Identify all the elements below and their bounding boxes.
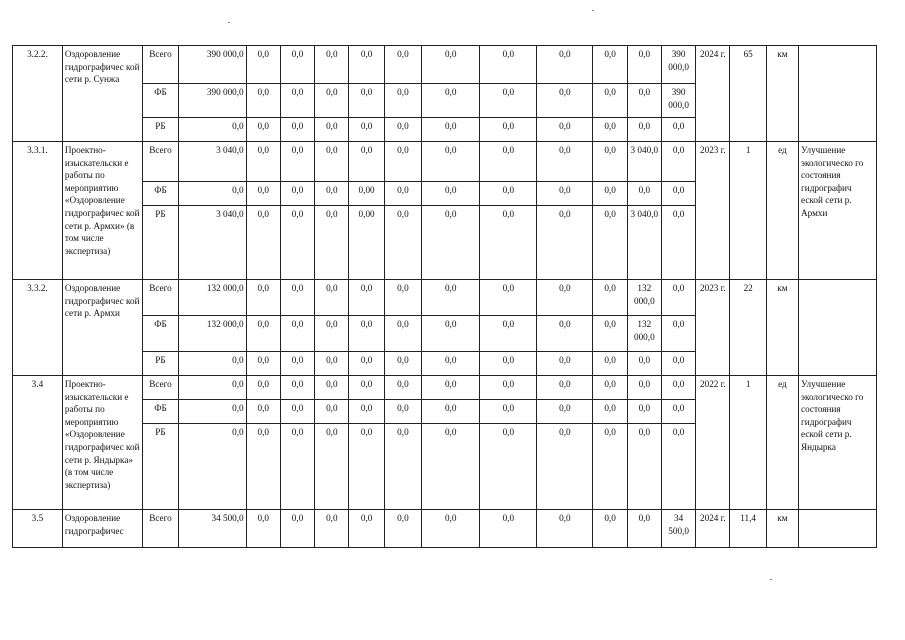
year-amount-cell: 390 000,0 [661, 84, 695, 118]
year-amount-cell: 0,0 [480, 46, 537, 84]
year-amount-cell: 0,0 [480, 206, 537, 280]
year-amount-cell: 0,0 [480, 84, 537, 118]
year-amount-cell: 0,0 [246, 400, 280, 424]
year-amount-cell: 0,0 [593, 280, 627, 316]
year-amount-cell: 0,0 [246, 182, 280, 206]
year-amount-cell: 0,0 [422, 376, 480, 400]
year-amount-cell: 0,0 [480, 352, 537, 376]
year-amount-cell: 0,0 [280, 352, 314, 376]
year-amount-cell: 0,0 [627, 424, 661, 510]
year-amount-cell: 0,0 [593, 400, 627, 424]
total-amount-cell: 34 500,0 [179, 510, 247, 548]
year-amount-cell: 0,0 [280, 182, 314, 206]
unit-cell: км [766, 510, 798, 548]
year-amount-cell: 0,0 [422, 316, 480, 352]
year-amount-cell: 0,0 [661, 400, 695, 424]
year-amount-cell: 0,0 [593, 316, 627, 352]
year-amount-cell: 0,0 [422, 84, 480, 118]
total-amount-cell: 0,0 [179, 182, 247, 206]
year-amount-cell: 0,0 [422, 46, 480, 84]
unit-cell: км [766, 46, 798, 142]
total-amount-cell: 390 000,0 [179, 84, 247, 118]
year-amount-cell: 0,0 [661, 118, 695, 142]
year-amount-cell: 0,0 [384, 376, 421, 400]
year-amount-cell: 0,0 [246, 352, 280, 376]
funding-source-cell: ФБ [142, 400, 178, 424]
year-amount-cell: 0,0 [422, 400, 480, 424]
year-amount-cell: 0,0 [422, 352, 480, 376]
year-amount-cell: 0,0 [349, 142, 384, 182]
year-amount-cell: 0,0 [537, 46, 593, 84]
year-amount-cell: 0,0 [661, 206, 695, 280]
year-amount-cell: 390 000,0 [661, 46, 695, 84]
year-amount-cell: 0,0 [422, 424, 480, 510]
year-amount-cell: 0,0 [246, 84, 280, 118]
year-amount-cell: 0,0 [349, 46, 384, 84]
year-amount-cell: 0,0 [246, 280, 280, 316]
indicator-value-cell: 65 [730, 46, 766, 142]
year-amount-cell: 0,0 [315, 280, 349, 316]
table-row [13, 46, 877, 84]
year-amount-cell: 0,0 [537, 376, 593, 400]
funding-source-cell: РБ [142, 206, 178, 280]
unit-cell: ед [766, 376, 798, 510]
year-amount-cell: 0,0 [661, 424, 695, 510]
table-row [13, 510, 877, 548]
funding-source-cell: РБ [142, 352, 178, 376]
year-amount-cell: 0,0 [349, 316, 384, 352]
year-amount-cell: 0,0 [627, 400, 661, 424]
year-amount-cell: 0,0 [349, 84, 384, 118]
year-amount-cell: 0,0 [315, 316, 349, 352]
year-amount-cell: 0,0 [384, 118, 421, 142]
year-amount-cell: 0,0 [280, 316, 314, 352]
year-amount-cell: 0,0 [349, 510, 384, 548]
year-amount-cell: 0,0 [537, 142, 593, 182]
year-amount-cell: 0,0 [627, 376, 661, 400]
year-amount-cell: 0,0 [661, 142, 695, 182]
year-amount-cell: 0,0 [480, 280, 537, 316]
year-amount-cell: 0,0 [480, 182, 537, 206]
table-row [13, 280, 877, 316]
year-amount-cell: 0,0 [537, 280, 593, 316]
year-amount-cell: 0,0 [349, 400, 384, 424]
total-amount-cell: 3 040,0 [179, 206, 247, 280]
year-amount-cell: 0,0 [593, 206, 627, 280]
total-amount-cell: 0,0 [179, 376, 247, 400]
indicator-value-cell: 1 [730, 376, 766, 510]
total-amount-cell: 0,0 [179, 400, 247, 424]
year-amount-cell: 0,0 [280, 46, 314, 84]
total-amount-cell: 0,0 [179, 352, 247, 376]
year-amount-cell: 0,0 [422, 206, 480, 280]
expected-result-cell [799, 510, 877, 548]
year-amount-cell: 0,0 [349, 376, 384, 400]
funding-source-cell: РБ [142, 424, 178, 510]
program-activities-table [12, 45, 877, 548]
year-amount-cell: 0,0 [593, 376, 627, 400]
year-amount-cell: 0,0 [384, 280, 421, 316]
year-amount-cell: 0,0 [537, 206, 593, 280]
expected-result-cell: Улучшение экологическо го состояния гидрографич еской сети р. Армхи [799, 142, 877, 280]
year-amount-cell: 0,0 [315, 400, 349, 424]
year-amount-cell: 0,0 [480, 316, 537, 352]
year-amount-cell: 3 040,0 [627, 206, 661, 280]
year-amount-cell: 0,0 [246, 206, 280, 280]
year-amount-cell: 0,0 [349, 424, 384, 510]
year-amount-cell: 0,0 [593, 352, 627, 376]
funding-source-cell: ФБ [142, 182, 178, 206]
year-amount-cell: 0,0 [246, 376, 280, 400]
year-amount-cell: 0,0 [384, 46, 421, 84]
year-amount-cell: 132 000,0 [627, 316, 661, 352]
year-amount-cell: 0,0 [246, 316, 280, 352]
year-amount-cell: 0,0 [593, 424, 627, 510]
year-amount-cell: 0,0 [315, 46, 349, 84]
funding-source-cell: РБ [142, 118, 178, 142]
year-amount-cell: 0,0 [480, 510, 537, 548]
year-amount-cell: 0,0 [349, 352, 384, 376]
year-amount-cell: 0,0 [537, 118, 593, 142]
year-amount-cell: 0,0 [384, 84, 421, 118]
year-amount-cell: 0,00 [349, 182, 384, 206]
year-amount-cell: 0,0 [315, 424, 349, 510]
year-amount-cell: 0,0 [593, 510, 627, 548]
year-amount-cell: 0,0 [246, 142, 280, 182]
year-amount-cell: 0,0 [280, 376, 314, 400]
year-amount-cell: 0,0 [627, 118, 661, 142]
indicator-value-cell: 11,4 [730, 510, 766, 548]
year-amount-cell: 0,0 [661, 316, 695, 352]
year-amount-cell: 0,0 [593, 182, 627, 206]
year-amount-cell: 0,0 [537, 182, 593, 206]
year-amount-cell: 0,0 [246, 424, 280, 510]
table-row [13, 376, 877, 400]
funding-source-cell: Всего [142, 280, 178, 316]
year-amount-cell: 34 500,0 [661, 510, 695, 548]
year-amount-cell: 0,0 [480, 376, 537, 400]
total-amount-cell: 132 000,0 [179, 280, 247, 316]
year-amount-cell: 0,0 [422, 118, 480, 142]
funding-source-cell: Всего [142, 46, 178, 84]
activity-name-cell: Оздоровление гидрографичес [62, 510, 142, 548]
completion-year-cell: 2022 г. [696, 376, 730, 510]
year-amount-cell: 0,0 [627, 182, 661, 206]
total-amount-cell: 132 000,0 [179, 316, 247, 352]
year-amount-cell: 0,0 [384, 142, 421, 182]
year-amount-cell: 0,0 [315, 510, 349, 548]
year-amount-cell: 0,0 [384, 400, 421, 424]
year-amount-cell: 3 040,0 [627, 142, 661, 182]
year-amount-cell: 0,0 [384, 316, 421, 352]
year-amount-cell: 0,0 [315, 118, 349, 142]
funding-source-cell: ФБ [142, 84, 178, 118]
scan-speck [228, 22, 230, 23]
completion-year-cell: 2024 г. [696, 510, 730, 548]
total-amount-cell: 390 000,0 [179, 46, 247, 84]
year-amount-cell: 0,0 [384, 424, 421, 510]
year-amount-cell: 132 000,0 [627, 280, 661, 316]
year-amount-cell: 0,0 [315, 84, 349, 118]
year-amount-cell: 0,0 [280, 280, 314, 316]
year-amount-cell: 0,0 [593, 46, 627, 84]
year-amount-cell: 0,0 [349, 280, 384, 316]
year-amount-cell: 0,0 [480, 118, 537, 142]
total-amount-cell: 0,0 [179, 118, 247, 142]
year-amount-cell: 0,0 [661, 280, 695, 316]
year-amount-cell: 0,0 [537, 84, 593, 118]
year-amount-cell: 0,0 [627, 46, 661, 84]
funding-source-cell: ФБ [142, 316, 178, 352]
year-amount-cell: 0,0 [537, 400, 593, 424]
year-amount-cell: 0,0 [593, 142, 627, 182]
indicator-value-cell: 22 [730, 280, 766, 376]
year-amount-cell: 0,0 [593, 84, 627, 118]
year-amount-cell: 0,0 [246, 118, 280, 142]
year-amount-cell: 0,0 [422, 182, 480, 206]
year-amount-cell: 0,0 [315, 206, 349, 280]
activity-number-cell: 3.5 [13, 510, 63, 548]
total-amount-cell: 0,0 [179, 424, 247, 510]
activity-number-cell: 3.4 [13, 376, 63, 510]
year-amount-cell: 0,0 [627, 510, 661, 548]
year-amount-cell: 0,0 [661, 352, 695, 376]
funding-source-cell: Всего [142, 510, 178, 548]
year-amount-cell: 0,0 [280, 206, 314, 280]
year-amount-cell: 0,0 [280, 510, 314, 548]
year-amount-cell: 0,0 [280, 424, 314, 510]
year-amount-cell: 0,0 [537, 424, 593, 510]
completion-year-cell: 2023 г. [696, 280, 730, 376]
year-amount-cell: 0,0 [480, 142, 537, 182]
activity-number-cell: 3.3.1. [13, 142, 63, 280]
year-amount-cell: 0,0 [280, 84, 314, 118]
year-amount-cell: 0,0 [480, 400, 537, 424]
year-amount-cell: 0,0 [384, 182, 421, 206]
activity-number-cell: 3.2.2. [13, 46, 63, 142]
funding-source-cell: Всего [142, 142, 178, 182]
year-amount-cell: 0,0 [627, 84, 661, 118]
unit-cell: ед [766, 142, 798, 280]
activity-number-cell: 3.3.2. [13, 280, 63, 376]
expected-result-cell [799, 46, 877, 142]
scan-speck [592, 10, 594, 11]
activity-name-cell: Проектно-изыскательски е работы по мероприятию «Оздоровление гидрографичес кой сети р. Яндырка» (в том числе экспертиза) [62, 376, 142, 510]
year-amount-cell: 0,00 [349, 206, 384, 280]
year-amount-cell: 0,0 [422, 510, 480, 548]
activity-name-cell: Оздоровление гидрографичес кой сети р. Сунжа [62, 46, 142, 142]
expected-result-cell: Улучшение экологическо го состояния гидрографич еской сети р. Яндырка [799, 376, 877, 510]
year-amount-cell: 0,0 [349, 118, 384, 142]
table-row [13, 142, 877, 182]
year-amount-cell: 0,0 [384, 510, 421, 548]
funding-source-cell: Всего [142, 376, 178, 400]
expected-result-cell [799, 280, 877, 376]
year-amount-cell: 0,0 [422, 280, 480, 316]
year-amount-cell: 0,0 [480, 424, 537, 510]
year-amount-cell: 0,0 [280, 142, 314, 182]
total-amount-cell: 3 040,0 [179, 142, 247, 182]
activity-name-cell: Оздоровление гидрографичес кой сети р. Армхи [62, 280, 142, 376]
year-amount-cell: 0,0 [280, 118, 314, 142]
completion-year-cell: 2024 г. [696, 46, 730, 142]
unit-cell: км [766, 280, 798, 376]
scan-speck [770, 579, 772, 580]
year-amount-cell: 0,0 [384, 206, 421, 280]
year-amount-cell: 0,0 [315, 352, 349, 376]
year-amount-cell: 0,0 [627, 352, 661, 376]
year-amount-cell: 0,0 [280, 400, 314, 424]
year-amount-cell: 0,0 [537, 316, 593, 352]
year-amount-cell: 0,0 [246, 510, 280, 548]
year-amount-cell: 0,0 [593, 118, 627, 142]
year-amount-cell: 0,0 [315, 142, 349, 182]
year-amount-cell: 0,0 [246, 46, 280, 84]
year-amount-cell: 0,0 [315, 376, 349, 400]
year-amount-cell: 0,0 [537, 510, 593, 548]
year-amount-cell: 0,0 [384, 352, 421, 376]
activity-name-cell: Проектно-изыскательски е работы по мероприятию «Оздоровление гидрографичес кой сети р. Армхи» (в том числе экспертиза) [62, 142, 142, 280]
year-amount-cell: 0,0 [661, 376, 695, 400]
completion-year-cell: 2023 г. [696, 142, 730, 280]
year-amount-cell: 0,0 [661, 182, 695, 206]
year-amount-cell: 0,0 [537, 352, 593, 376]
year-amount-cell: 0,0 [422, 142, 480, 182]
year-amount-cell: 0,0 [315, 182, 349, 206]
indicator-value-cell: 1 [730, 142, 766, 280]
